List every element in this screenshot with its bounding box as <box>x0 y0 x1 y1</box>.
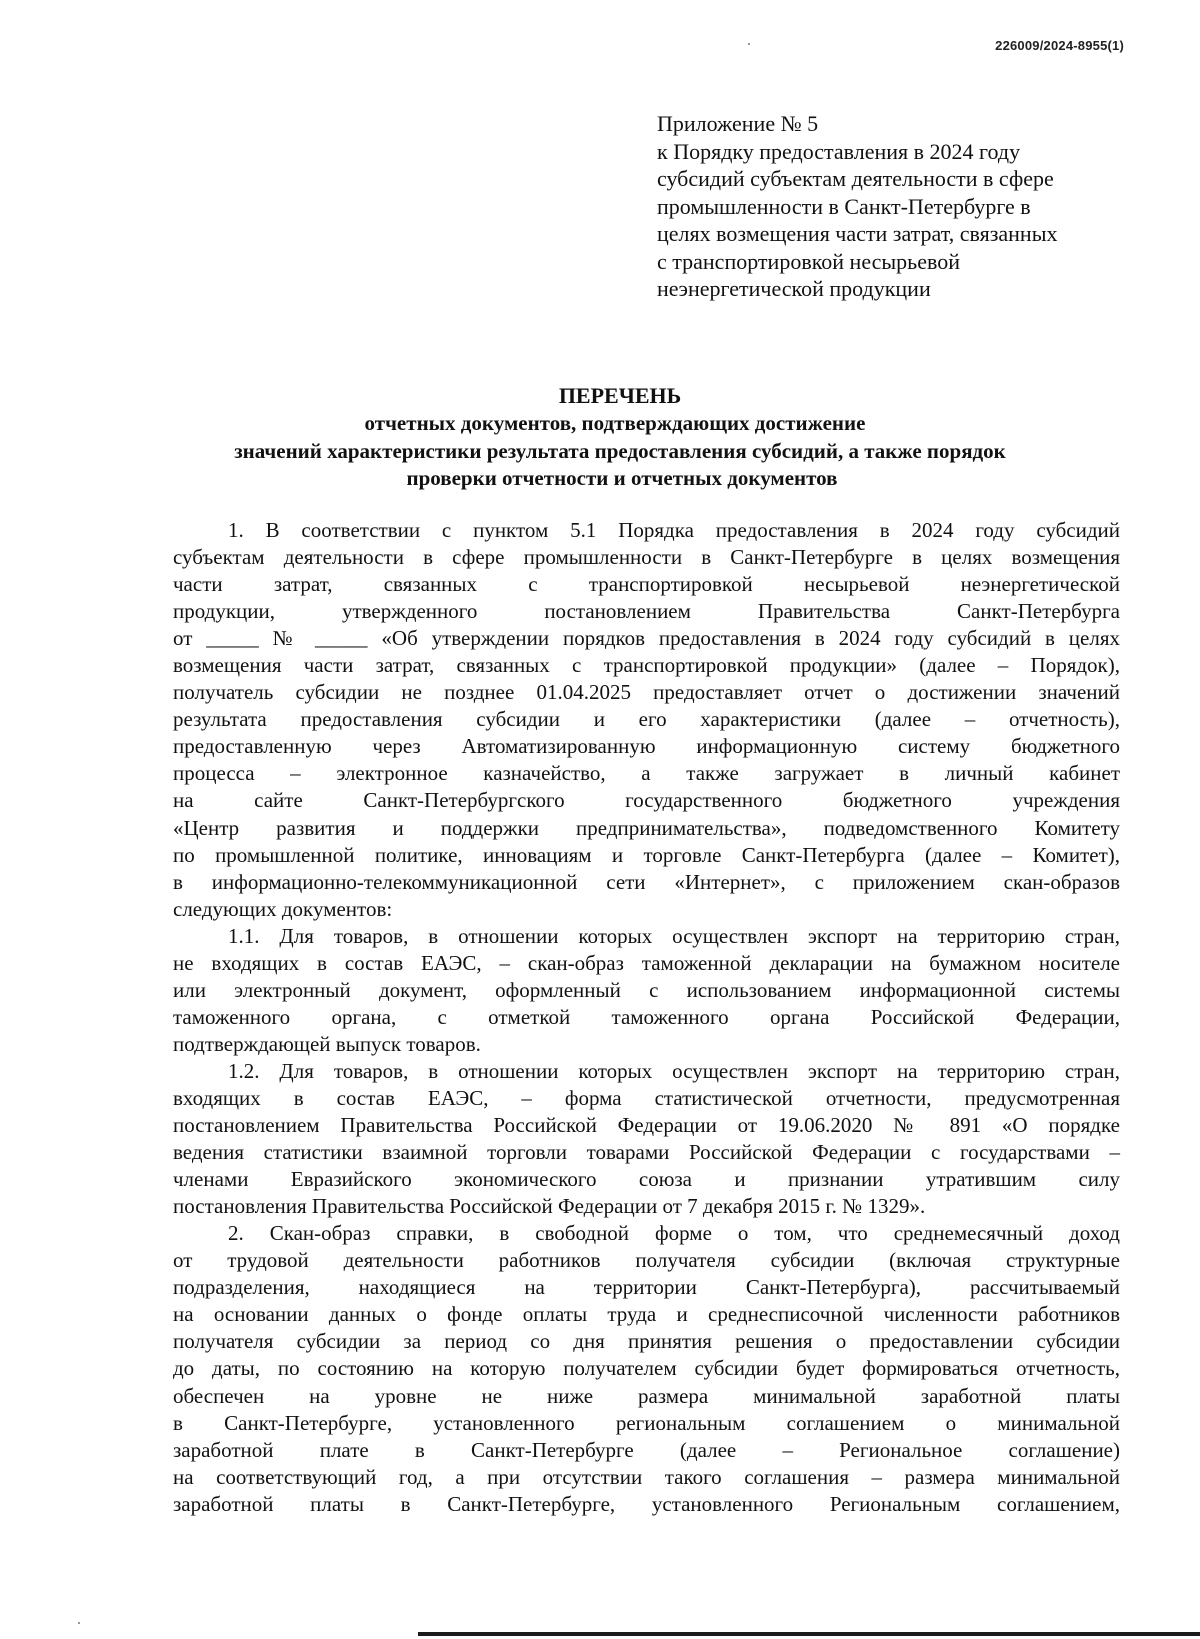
body-line: 2. Скан-образ справки, в свободной форме о том, что среднемесячный доход <box>228 1221 1120 1246</box>
document-body <box>173 517 1120 1518</box>
appendix-line: к Порядку предоставления в 2024 году <box>657 138 1021 164</box>
appendix-reference <box>657 110 1127 303</box>
body-line: заработной плате в Санкт-Петербурге (далее – Региональное соглашение) <box>173 1437 1120 1462</box>
body-line: до даты, по состоянию на которую получателем субсидии будет формироваться отчетность, <box>173 1356 1120 1381</box>
subtitle-line: значений характеристики результата предоставления субсидий, а также порядок <box>234 438 1006 463</box>
appendix-line: Приложение № 5 <box>657 111 819 136</box>
body-line: результата предоставления субсидии и его характеристики (далее – отчетность), <box>173 707 1120 732</box>
body-line: возмещения части затрат, связанных с транспортировкой продукции» (далее – Порядок), <box>173 653 1120 678</box>
body-line: предоставленную через Автоматизированную информационную систему бюджетного <box>173 734 1120 759</box>
body-line: входящих в состав ЕАЭС, – форма статистической отчетности, предусмотренная <box>173 1085 1120 1110</box>
document-subtitle <box>0 410 1200 493</box>
body-line: на сайте Санкт-Петербургского государственного бюджетного учреждения <box>173 788 1120 813</box>
body-line: получателя субсидии за период со дня принятия решения о предоставлении субсидии <box>173 1329 1120 1354</box>
body-line: в информационно-телекоммуникационной сети «Интернет», с приложением скан-образов <box>173 869 1120 894</box>
appendix-line: субсидий субъектам деятельности в сфере <box>657 166 1054 191</box>
document-registration-number: 226009/2024-8955(1) <box>995 38 1124 53</box>
body-line: постановления Правительства Российской Федерации от 7 декабря 2015 г. № 1329». <box>173 1194 926 1219</box>
body-line: не входящих в состав ЕАЭС, – скан-образ таможенной декларации на бумажном носителе <box>173 950 1120 975</box>
body-line: обеспечен на уровне не ниже размера минимальной заработной платы <box>173 1383 1120 1408</box>
body-line: 1.1. Для товаров, в отношении которых осуществлен экспорт на территорию стран, <box>228 923 1120 948</box>
body-line: членами Евразийского экономического союза и признании утратившим силу <box>173 1167 1120 1192</box>
document-title-block <box>0 382 1200 493</box>
body-line: от _____ № _____ «Об утверждении порядков предоставления в 2024 году субсидий в целях <box>173 626 1120 651</box>
body-line: «Центр развития и поддержки предпринимательства», подведомственного Комитету <box>173 815 1120 840</box>
body-line: 1.2. Для товаров, в отношении которых осуществлен экспорт на территорию стран, <box>228 1058 1120 1083</box>
appendix-line: с транспортировкой несырьевой <box>657 248 960 274</box>
subtitle-line: проверки отчетности и отчетных документов <box>406 466 838 490</box>
body-line: на соответствующий год, а при отсутствии такого соглашения – размера минимальной <box>173 1464 1120 1489</box>
body-line: таможенного органа, с отметкой таможенного органа Российской Федерации, <box>173 1004 1120 1029</box>
body-line: в Санкт-Петербурге, установленного региональным соглашением о минимальной <box>173 1410 1120 1435</box>
body-line: подтверждающей выпуск товаров. <box>173 1031 481 1056</box>
document-title: ПЕРЕЧЕНЬ <box>558 383 682 408</box>
scan-speck <box>78 1622 80 1624</box>
body-line: ведения статистики взаимной торговли товарами Российской Федерации с государствами – <box>173 1140 1120 1165</box>
body-line: подразделения, находящиеся на территории Санкт-Петербурга), рассчитываемый <box>173 1275 1120 1300</box>
body-line: части затрат, связанных с транспортировкой несырьевой неэнергетической <box>173 572 1120 597</box>
subtitle-line: отчетных документов, подтверждающих достижение <box>364 411 866 435</box>
body-line: от трудовой деятельности работников получателя субсидии (включая структурные <box>173 1248 1120 1273</box>
body-line: 1. В соответствии с пунктом 5.1 Порядка предоставления в 2024 году субсидий <box>228 518 1120 542</box>
appendix-line: неэнергетической продукции <box>657 276 931 301</box>
body-line: продукции, утвержденного постановлением Правительства Санкт-Петербурга <box>173 599 1120 624</box>
body-line: процесса – электронное казначейство, а также загружает в личный кабинет <box>173 761 1120 786</box>
body-line: постановлением Правительства Российской Федерации от 19.06.2020 № 891 «О порядке <box>173 1113 1120 1138</box>
body-line: на основании данных о фонде оплаты труда и среднесписочной численности работников <box>173 1302 1120 1327</box>
appendix-line: промышленности в Санкт-Петербурге в <box>657 193 1031 219</box>
body-line: или электронный документ, оформленный с использованием информационной системы <box>173 977 1120 1002</box>
page-bottom-rule <box>418 1632 1200 1636</box>
body-line: следующих документов: <box>173 896 393 921</box>
scan-speck <box>748 43 750 45</box>
body-line: по промышленной политике, инновациям и торговле Санкт-Петербурга (далее – Комитет), <box>173 842 1120 867</box>
body-line: получатель субсидии не позднее 01.04.2025 предоставляет отчет о достижении значений <box>173 680 1120 705</box>
body-line: субъектам деятельности в сфере промышленности в Санкт-Петербурге в целях возмещения <box>173 545 1120 570</box>
body-line: заработной платы в Санкт-Петербурге, установленного Региональным соглашением, <box>173 1491 1120 1516</box>
appendix-line: целях возмещения части затрат, связанных <box>657 221 1058 246</box>
